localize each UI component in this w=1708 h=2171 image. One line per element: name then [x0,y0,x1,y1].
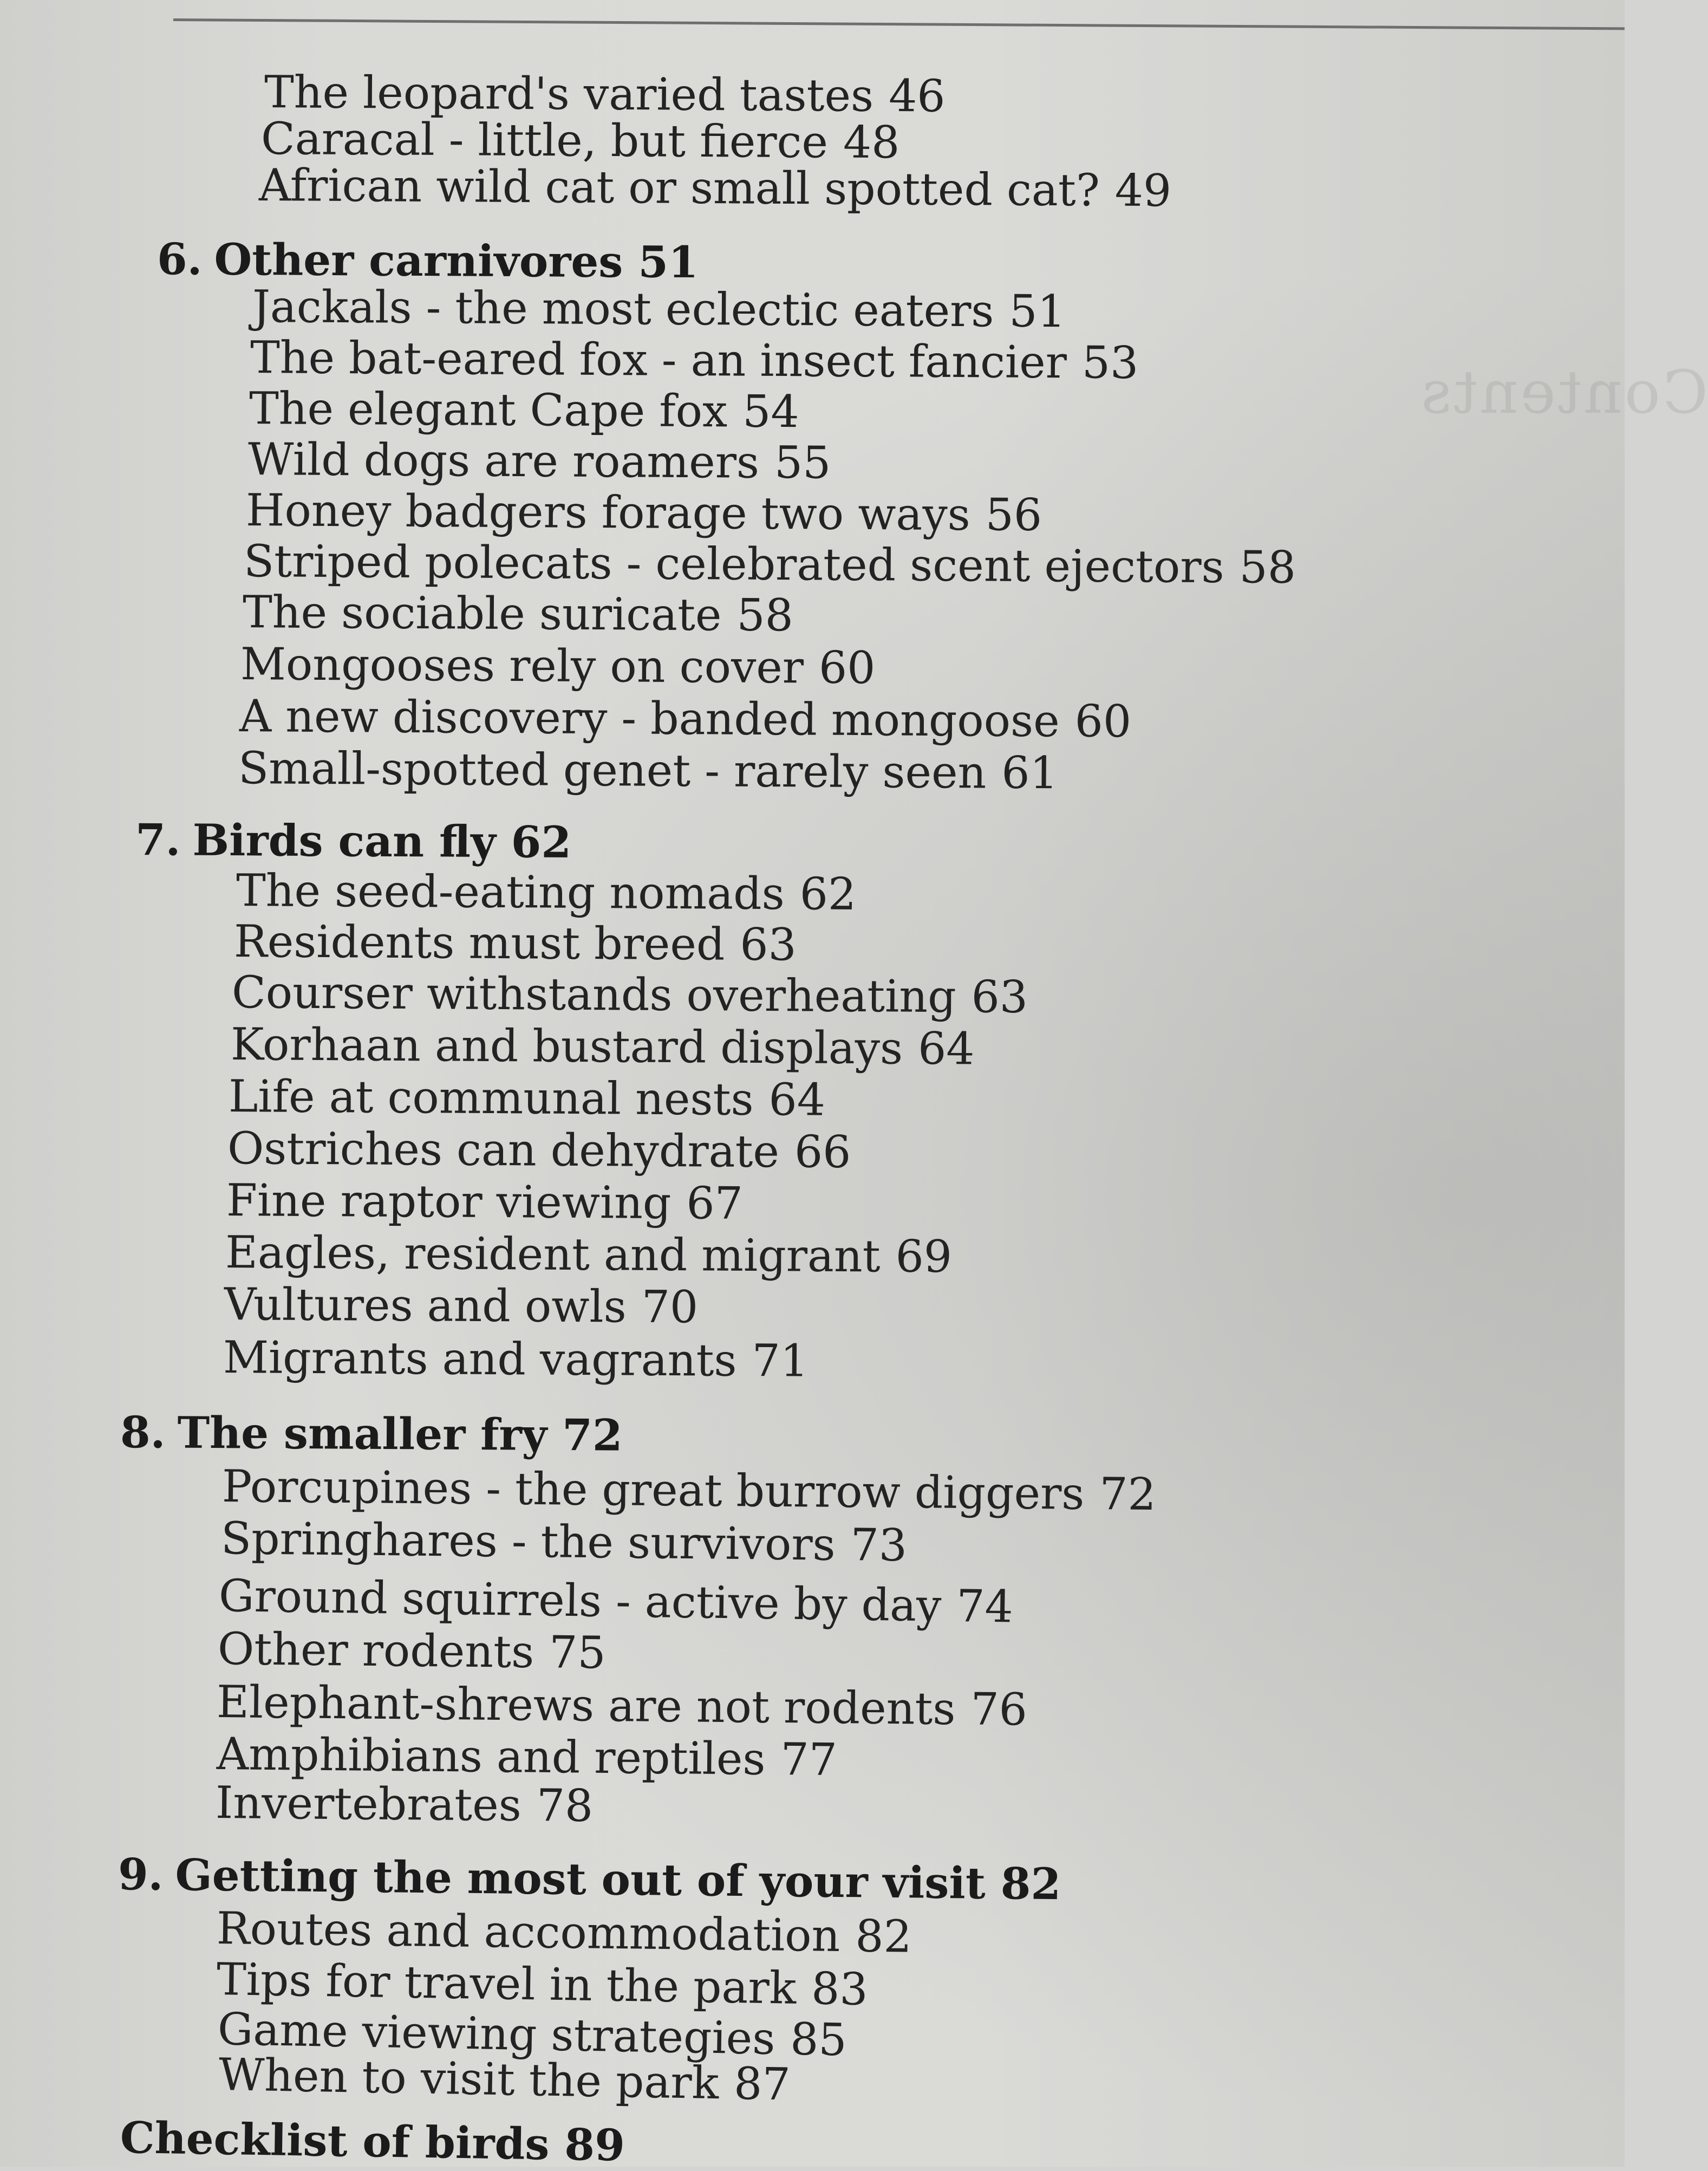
entry-page: 46 [888,70,946,122]
toc-entry [216,1903,912,1963]
entry-title: The leopard's varied tastes [264,67,874,122]
toc-entry [216,1676,1028,1736]
toc-entry [215,1777,594,1832]
entry-page: 71 [752,1335,809,1387]
entry-page: 58 [1239,542,1296,594]
entry-title: Jackals - the most eclectic eaters [252,281,994,337]
toc-entry [225,1227,953,1283]
entry-page: 53 [1081,337,1139,389]
entry-page: 54 [742,386,799,438]
entry-page: 64 [768,1074,826,1126]
chapter-number: 7. [135,814,181,866]
chapter-title: Getting the most out of your visit [175,1849,986,1909]
entry-title: The sociable suricate [242,587,722,641]
entry-page: 67 [686,1178,744,1230]
toc-entry [217,1623,607,1679]
toc-entry [242,587,794,642]
entry-title: Caracal - little, but fierce [260,113,829,168]
entry-title: Ostriches can dehydrate [227,1123,780,1178]
chapter-number: 9. [118,1849,164,1900]
entry-page: 56 [985,489,1042,541]
toc-entry [230,1019,975,1075]
entry-title: Fine raptor viewing [226,1175,672,1230]
entry-title: Game viewing strategies [217,2004,776,2065]
entry-title: The bat-eared fox - an insect fancier [250,332,1067,389]
toc-entry [216,1728,838,1786]
chapter-heading [118,1849,1061,1910]
entry-page: 51 [1009,285,1066,338]
entry-page: 76 [970,1683,1028,1736]
entry-title: A new discovery - banded mongoose [239,691,1060,748]
entry-page: 77 [780,1734,838,1786]
entry-page: 69 [895,1231,953,1283]
entry-title: Vultures and owls [224,1279,627,1333]
toc-entry [252,281,1066,338]
toc-entry [247,434,831,489]
entry-page: 70 [641,1281,699,1334]
entry-title: Striped polecats - celebrated scent ejectors [243,536,1224,594]
show-through-text: Contents [1419,358,1708,427]
entry-page: 62 [799,868,857,920]
entry-page: 82 [855,1910,912,1963]
entry-page: 66 [794,1126,851,1179]
toc-entry [228,1071,826,1126]
entry-title: Porcupines - the great burrow diggers [221,1461,1085,1520]
toc-entry [240,639,876,694]
toc-entry [250,332,1139,389]
chapter-title: The smaller fry [177,1407,547,1460]
back-matter-heading [120,2112,625,2171]
chapter-heading [135,814,572,868]
toc-entry [243,536,1296,594]
entry-title: Courser withstands overheating [231,967,956,1023]
toc-entry [224,1279,699,1334]
entry-title: The elegant Cape fox [249,383,728,438]
toc-entry [218,1570,1014,1633]
toc-entry [218,2049,791,2111]
entry-page: 74 [956,1581,1014,1633]
toc-entry [227,1123,851,1179]
toc-entry [258,160,1172,217]
chapter-page: 62 [511,816,572,868]
entry-page: 78 [536,1780,594,1832]
entry-page: 83 [811,1963,869,2016]
chapter-page: 51 [638,236,699,288]
entry-title: Routes and accommodation [216,1903,841,1962]
toc-entry [233,916,797,971]
toc-entry [249,383,799,438]
toc-entry [226,1175,744,1230]
back-matter-page: 89 [564,2118,625,2171]
entry-title: Other rodents [217,1623,534,1679]
toc-entry [231,967,1028,1023]
entry-page: 63 [971,971,1028,1023]
entry-title: Eagles, resident and migrant [225,1227,881,1283]
entry-title: Mongooses rely on cover [240,639,804,694]
toc-entry [236,865,857,920]
toc-entry [264,67,946,122]
entry-title: Korhaan and bustard displays [230,1019,903,1075]
back-matter-title: Checklist of birds [120,2112,550,2170]
toc-entry [223,1332,809,1387]
entry-title: Invertebrates [215,1777,522,1831]
entry-title: Residents must breed [233,916,725,971]
entry-page: 87 [733,2058,791,2111]
chapter-number: 6. [157,233,203,285]
toc-entry [238,743,1059,800]
toc-entry [216,1954,869,2016]
entry-title: Elephant-shrews are not rodents [216,1676,956,1735]
toc-entry [221,1461,1157,1521]
entry-title: When to visit the park [218,2049,720,2110]
entry-page: 64 [917,1023,975,1075]
entry-page: 61 [1001,747,1059,800]
entry-page: 75 [549,1627,607,1679]
entry-page: 60 [818,642,876,694]
entry-page: 72 [1099,1468,1157,1521]
entry-page: 85 [790,2013,848,2066]
entry-title: The seed-eating nomads [236,865,785,920]
entry-title: Wild dogs are roamers [247,434,760,489]
entry-title: Honey badgers forage two ways [245,485,971,541]
chapter-heading [157,233,699,288]
entry-page: 48 [843,116,900,169]
entry-page: 63 [740,919,797,971]
chapter-number: 8. [120,1407,166,1458]
toc-entry [220,1513,908,1572]
entry-page: 49 [1114,165,1172,217]
entry-title: Life at communal nests [228,1071,754,1126]
chapter-heading [120,1407,623,1461]
entry-title: Ground squirrels - active by day [218,1570,942,1632]
toc-entry [260,113,900,169]
entry-page: 73 [850,1519,908,1572]
chapter-title: Other carnivores [214,233,623,288]
chapter-page: 82 [1000,1858,1061,1910]
toc-entry [239,691,1132,748]
entry-title: Springhares - the survivors [220,1513,836,1571]
toc-entry [245,485,1042,541]
chapter-title: Birds can fly [192,814,496,868]
entry-title: Migrants and vagrants [223,1332,737,1387]
entry-title: Tips for travel in the park [216,1954,797,2014]
entry-page: 60 [1074,696,1132,748]
chapter-page: 72 [562,1409,623,1461]
entry-title: Small-spotted genet - rarely seen [238,743,987,799]
entry-title: Amphibians and reptiles [216,1728,766,1785]
entry-title: African wild cat or small spotted cat? [258,160,1100,217]
entry-page: 58 [736,589,794,642]
entry-page: 55 [774,437,831,489]
